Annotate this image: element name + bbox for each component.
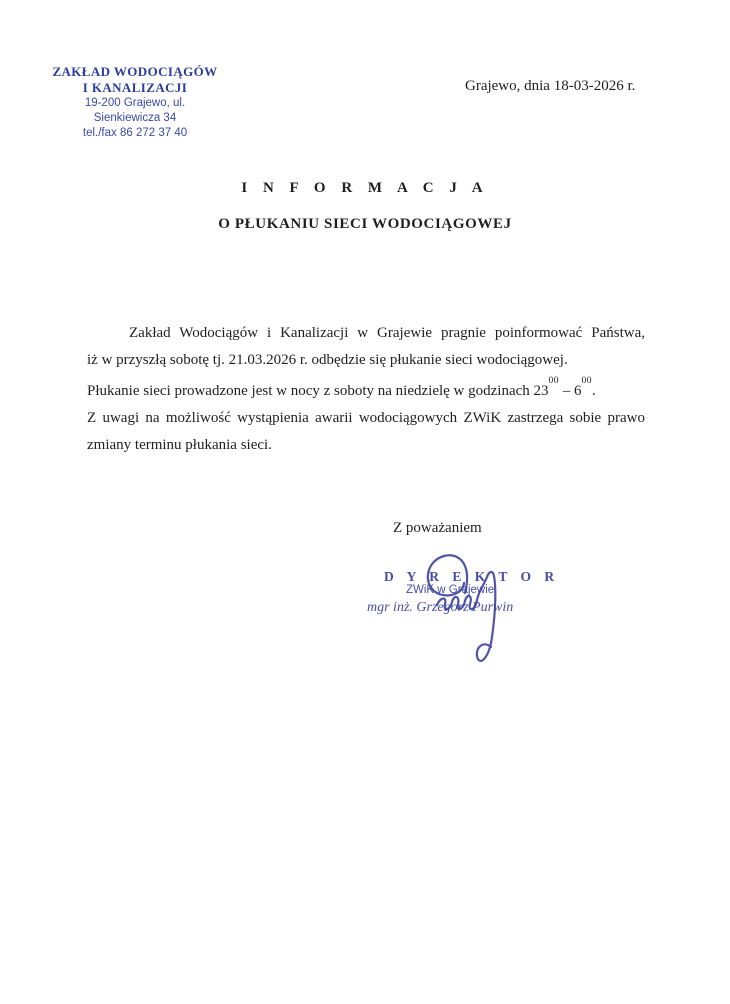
company-name-line2: I KANALIZACJI xyxy=(82,80,188,95)
company-phone: tel./fax 86 272 37 40 xyxy=(82,127,188,139)
stamp-director-title: D Y R E K T O R xyxy=(384,569,560,584)
stamp-company-subtitle: ZWiK w Grajewie xyxy=(406,584,495,596)
body-line-2: iż w przyszłą sobotę tj. 21.03.2026 r. odbędzie się płukanie sieci wodociągowej. xyxy=(87,352,568,368)
body-text xyxy=(87,320,645,459)
closing-phrase: Z poważaniem xyxy=(393,520,482,536)
signature-scribble-icon xyxy=(408,549,523,674)
date-line: Grajewo, dnia 18-03-2026 r. xyxy=(465,78,636,94)
body-line-1: Zakład Wodociągów i Kanalizacji w Grajewie pragnie poinformować Państwa, xyxy=(129,325,645,341)
body-line-3-period: . xyxy=(592,383,596,399)
body-line-3 xyxy=(87,374,645,405)
body-line-4: Z uwagi na możliwość wystąpienia awarii wodociągowych ZWiK zastrzega sobie prawo xyxy=(87,410,645,426)
hours-superscript-start: 00 xyxy=(548,376,560,386)
body-line-3-text: Płukanie sieci prowadzone jest w nocy z soboty na niedzielę w godzinach 23 xyxy=(87,383,549,399)
body-line-3-dash: – 6 xyxy=(559,383,582,399)
company-address: 19-200 Grajewo, ul. Sienkiewicza 34 xyxy=(84,97,186,124)
company-name-line1: ZAKŁAD WODOCIĄGÓW xyxy=(52,64,218,79)
document-subtitle: O PŁUKANIU SIECI WODOCIĄGOWEJ xyxy=(218,216,512,232)
stamp-director-name: mgr inż. Grzegorz Purwin xyxy=(367,600,514,615)
document-title: I N F O R M A C J A xyxy=(241,180,489,196)
letterhead xyxy=(50,64,220,141)
hours-superscript-end: 00 xyxy=(581,376,593,386)
body-line-5: zmiany terminu płukania sieci. xyxy=(87,437,272,453)
